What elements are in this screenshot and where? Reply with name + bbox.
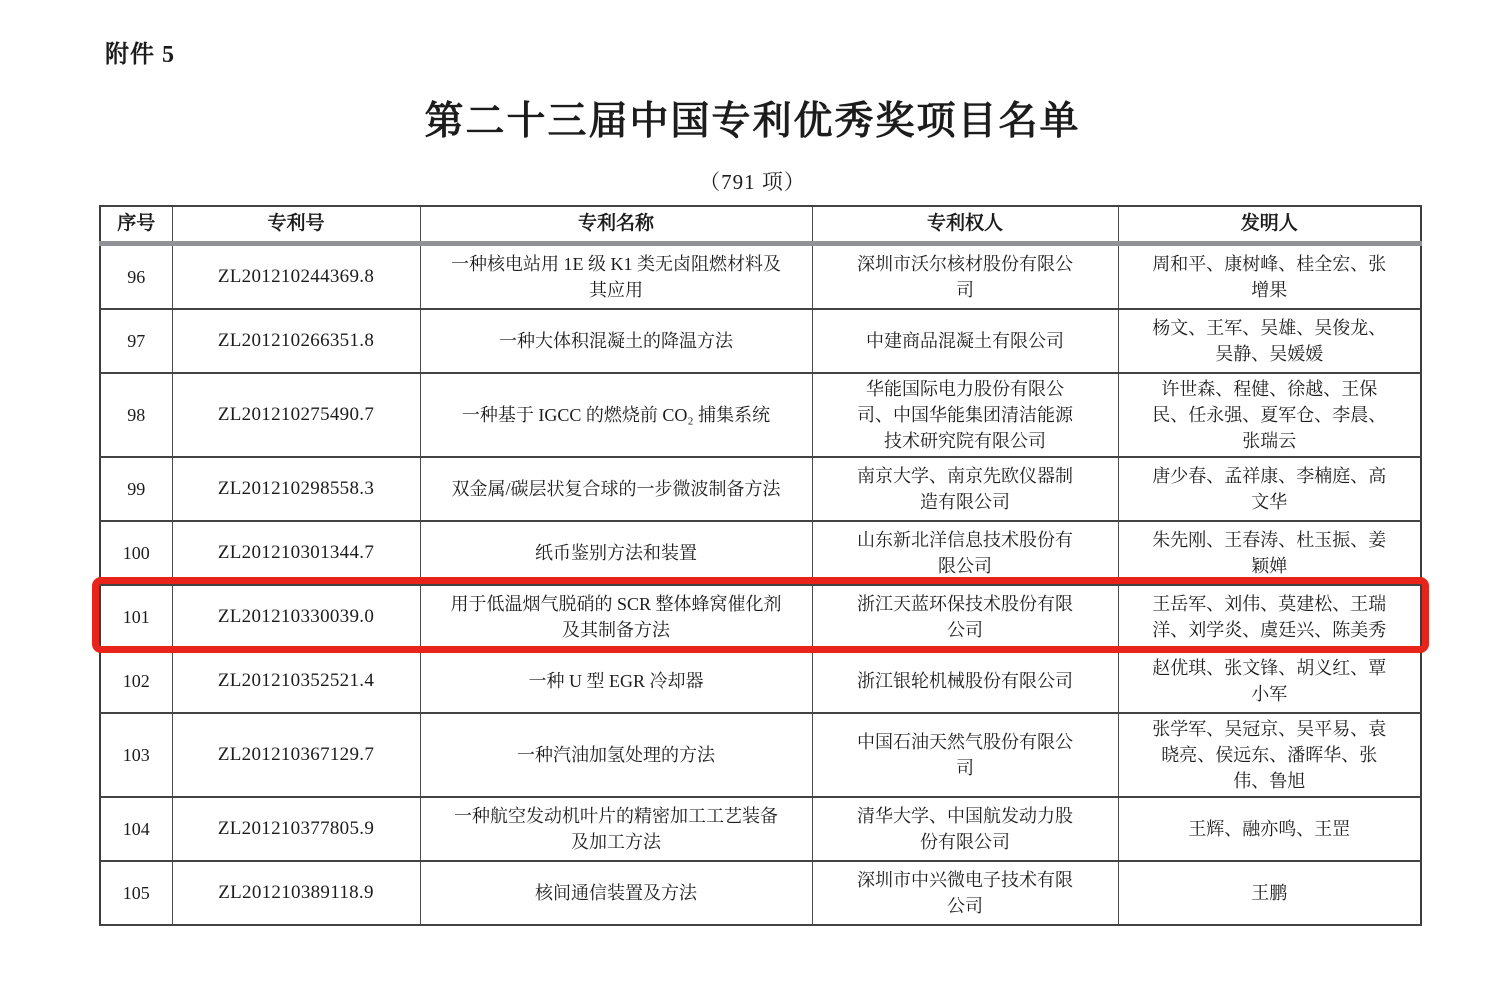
cell-inventors: 朱先刚、王春涛、杜玉振、姜颖婵	[1118, 521, 1421, 585]
cell-patent-name: 一种大体积混凝土的降温方法	[420, 309, 812, 373]
cell-serial: 100	[100, 521, 172, 585]
cell-patent-number: ZL201210352521.4	[172, 649, 420, 713]
cell-patent-number: ZL201210330039.0	[172, 585, 420, 649]
cell-patentee: 中国石油天然气股份有限公司	[812, 713, 1118, 797]
item-count: （791 项）	[699, 170, 806, 194]
cell-patent-number: ZL201210377805.9	[172, 797, 420, 861]
cell-inventors: 王岳军、刘伟、莫建松、王瑞洋、刘学炎、虞廷兴、陈美秀	[1118, 585, 1421, 649]
header-serial: 序号	[100, 206, 172, 244]
cell-patent-number: ZL201210275490.7	[172, 373, 420, 457]
cell-patentee: 深圳市中兴微电子技术有限公司	[812, 861, 1118, 925]
table-row	[100, 373, 1421, 457]
page-title: 第二十三届中国专利优秀奖项目名单	[424, 100, 1081, 143]
header-patent-name: 专利名称	[420, 206, 812, 244]
cell-patent-name: 一种核电站用 1E 级 K1 类无卤阻燃材料及其应用	[420, 244, 812, 310]
cell-patent-number: ZL201210244369.8	[172, 244, 420, 310]
cell-patent-name: 一种 U 型 EGR 冷却器	[420, 649, 812, 713]
table-row	[100, 457, 1421, 521]
cell-serial: 101	[100, 585, 172, 649]
cell-patent-name: 核间通信装置及方法	[420, 861, 812, 925]
cell-serial: 104	[100, 797, 172, 861]
table-row	[100, 861, 1421, 925]
patent-table	[99, 205, 1422, 926]
table-row	[100, 649, 1421, 713]
cell-patentee: 清华大学、中国航发动力股份有限公司	[812, 797, 1118, 861]
header-patentee: 专利权人	[812, 206, 1118, 244]
cell-patent-number: ZL201210389118.9	[172, 861, 420, 925]
table-row	[100, 521, 1421, 585]
cell-serial: 96	[100, 244, 172, 310]
cell-inventors: 王鹏	[1118, 861, 1421, 925]
table-row	[100, 244, 1421, 310]
cell-serial: 105	[100, 861, 172, 925]
cell-serial: 103	[100, 713, 172, 797]
cell-serial: 97	[100, 309, 172, 373]
attachment-label: 附件 5	[105, 42, 175, 68]
cell-patent-number: ZL201210298558.3	[172, 457, 420, 521]
table-row	[100, 797, 1421, 861]
cell-patentee: 浙江银轮机械股份有限公司	[812, 649, 1118, 713]
table-row	[100, 309, 1421, 373]
cell-patent-number: ZL201210266351.8	[172, 309, 420, 373]
header-inventors: 发明人	[1118, 206, 1421, 244]
cell-inventors: 王辉、融亦鸣、王罡	[1118, 797, 1421, 861]
cell-patent-name: 用于低温烟气脱硝的 SCR 整体蜂窝催化剂及其制备方法	[420, 585, 812, 649]
cell-inventors: 周和平、康树峰、桂全宏、张增果	[1118, 244, 1421, 310]
cell-patent-number: ZL201210301344.7	[172, 521, 420, 585]
cell-patentee: 深圳市沃尔核材股份有限公司	[812, 244, 1118, 310]
cell-inventors: 许世森、程健、徐越、王保民、任永强、夏军仓、李晨、张瑞云	[1118, 373, 1421, 457]
cell-patentee: 华能国际电力股份有限公司、中国华能集团清洁能源技术研究院有限公司	[812, 373, 1118, 457]
cell-patent-name: 双金属/碳层状复合球的一步微波制备方法	[420, 457, 812, 521]
cell-inventors: 杨文、王军、吴雄、吴俊龙、吴静、吴媛媛	[1118, 309, 1421, 373]
cell-serial: 102	[100, 649, 172, 713]
cell-inventors: 唐少春、孟祥康、李楠庭、高文华	[1118, 457, 1421, 521]
cell-patent-name: 一种汽油加氢处理的方法	[420, 713, 812, 797]
cell-patent-number: ZL201210367129.7	[172, 713, 420, 797]
table-header-row	[100, 206, 1421, 244]
header-patent-number: 专利号	[172, 206, 420, 244]
cell-patentee: 南京大学、南京先欧仪器制造有限公司	[812, 457, 1118, 521]
table-row	[100, 713, 1421, 797]
cell-patent-name: 一种基于 IGCC 的燃烧前 CO₂ 捕集系统	[420, 373, 812, 457]
cell-serial: 99	[100, 457, 172, 521]
cell-patent-name: 纸币鉴别方法和装置	[420, 521, 812, 585]
cell-patentee: 山东新北洋信息技术股份有限公司	[812, 521, 1118, 585]
cell-inventors: 赵优琪、张文锋、胡义红、覃小军	[1118, 649, 1421, 713]
cell-patent-name: 一种航空发动机叶片的精密加工工艺装备及加工方法	[420, 797, 812, 861]
cell-patentee: 中建商品混凝土有限公司	[812, 309, 1118, 373]
table-row	[100, 585, 1421, 649]
cell-patentee: 浙江天蓝环保技术股份有限公司	[812, 585, 1118, 649]
cell-inventors: 张学军、吴冠京、吴平易、袁晓亮、侯远东、潘晖华、张伟、鲁旭	[1118, 713, 1421, 797]
cell-serial: 98	[100, 373, 172, 457]
